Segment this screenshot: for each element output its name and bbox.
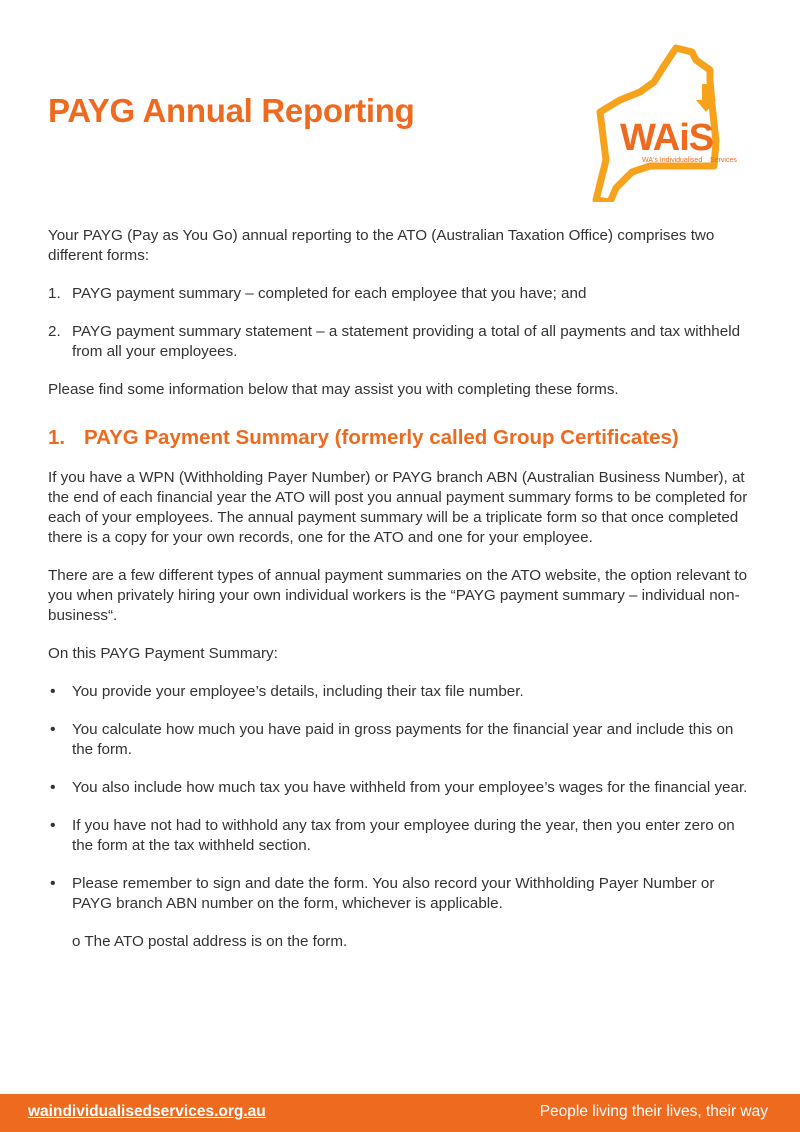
intro-paragraph: Your PAYG (Pay as You Go) annual reporting to the ATO (Australian Taxation Office) comprises two different forms: xyxy=(48,227,715,264)
footer-bar xyxy=(0,1094,800,1132)
list-marker: 2. xyxy=(48,323,61,340)
bullet-item xyxy=(48,682,748,702)
list-item xyxy=(48,284,748,304)
svg-text:Services: Services xyxy=(710,157,737,164)
forms-list xyxy=(48,284,748,362)
svg-text:WA's Individualised: WA's Individualised xyxy=(642,157,703,164)
page-title: PAYG Annual Reporting xyxy=(48,92,415,129)
paragraph: There are a few different types of annual payment summaries on the ATO website, the option relevant to you when privately hiring your own individual workers is the “PAYG payment summary – individual non-business“. xyxy=(48,567,748,624)
bullet-marker: • xyxy=(50,721,56,738)
section-number: 1. xyxy=(48,426,66,449)
bullet-item xyxy=(48,816,748,856)
section-heading xyxy=(48,428,748,448)
list-item-text: PAYG payment summary statement – a statement providing a total of all payments and tax withheld from all your employees. xyxy=(72,323,741,360)
footer-tagline: People living their lives, their way xyxy=(539,1103,768,1120)
document-body xyxy=(48,226,748,970)
bullet-marker: • xyxy=(50,875,56,892)
bullet-marker: • xyxy=(50,779,56,796)
sub-note: o The ATO postal address is on the form. xyxy=(72,933,348,950)
svg-text:WAiS: WAiS xyxy=(620,117,714,159)
bullet-text: If you have not had to withhold any tax from your employee during the year, then you enter zero on the form at the tax withheld section. xyxy=(72,817,735,854)
bullet-text: You also include how much tax you have withheld from your employee’s wages for the financial year. xyxy=(72,779,748,796)
paragraph: On this PAYG Payment Summary: xyxy=(48,645,278,662)
bullet-text: You calculate how much you have paid in gross payments for the financial year and include this on the form. xyxy=(72,721,734,758)
section-heading-text: PAYG Payment Summary (formerly called Group Certificates) xyxy=(84,426,679,449)
bullet-marker: • xyxy=(50,683,56,700)
bullet-text: You provide your employee’s details, including their tax file number. xyxy=(72,683,524,700)
website-link[interactable]: waindividualisedservices.org.au xyxy=(28,1103,266,1120)
paragraph: If you have a WPN (Withholding Payer Number) or PAYG branch ABN (Australian Business Number), at the end of each financial year the ATO will post you annual payment summary forms to be completed for each of your employees. The annual payment summary will be a triplicate form so that once completed there is a copy for your own records, one for the ATO and one for your employee. xyxy=(48,469,748,546)
wais-logo xyxy=(592,42,752,202)
bullet-item xyxy=(48,778,748,798)
bullet-marker: • xyxy=(50,817,56,834)
list-marker: 1. xyxy=(48,285,61,302)
bullet-list xyxy=(48,682,748,914)
list-item-text: PAYG payment summary – completed for each employee that you have; and xyxy=(72,285,587,302)
list-item xyxy=(48,322,748,362)
bullet-item xyxy=(48,720,748,760)
bullet-item xyxy=(48,874,748,914)
bullet-text: Please remember to sign and date the form. You also record your Withholding Payer Number or PAYG branch ABN number on the form, whichever is applicable. xyxy=(72,875,715,912)
closing-paragraph: Please find some information below that may assist you with completing these forms. xyxy=(48,381,619,398)
